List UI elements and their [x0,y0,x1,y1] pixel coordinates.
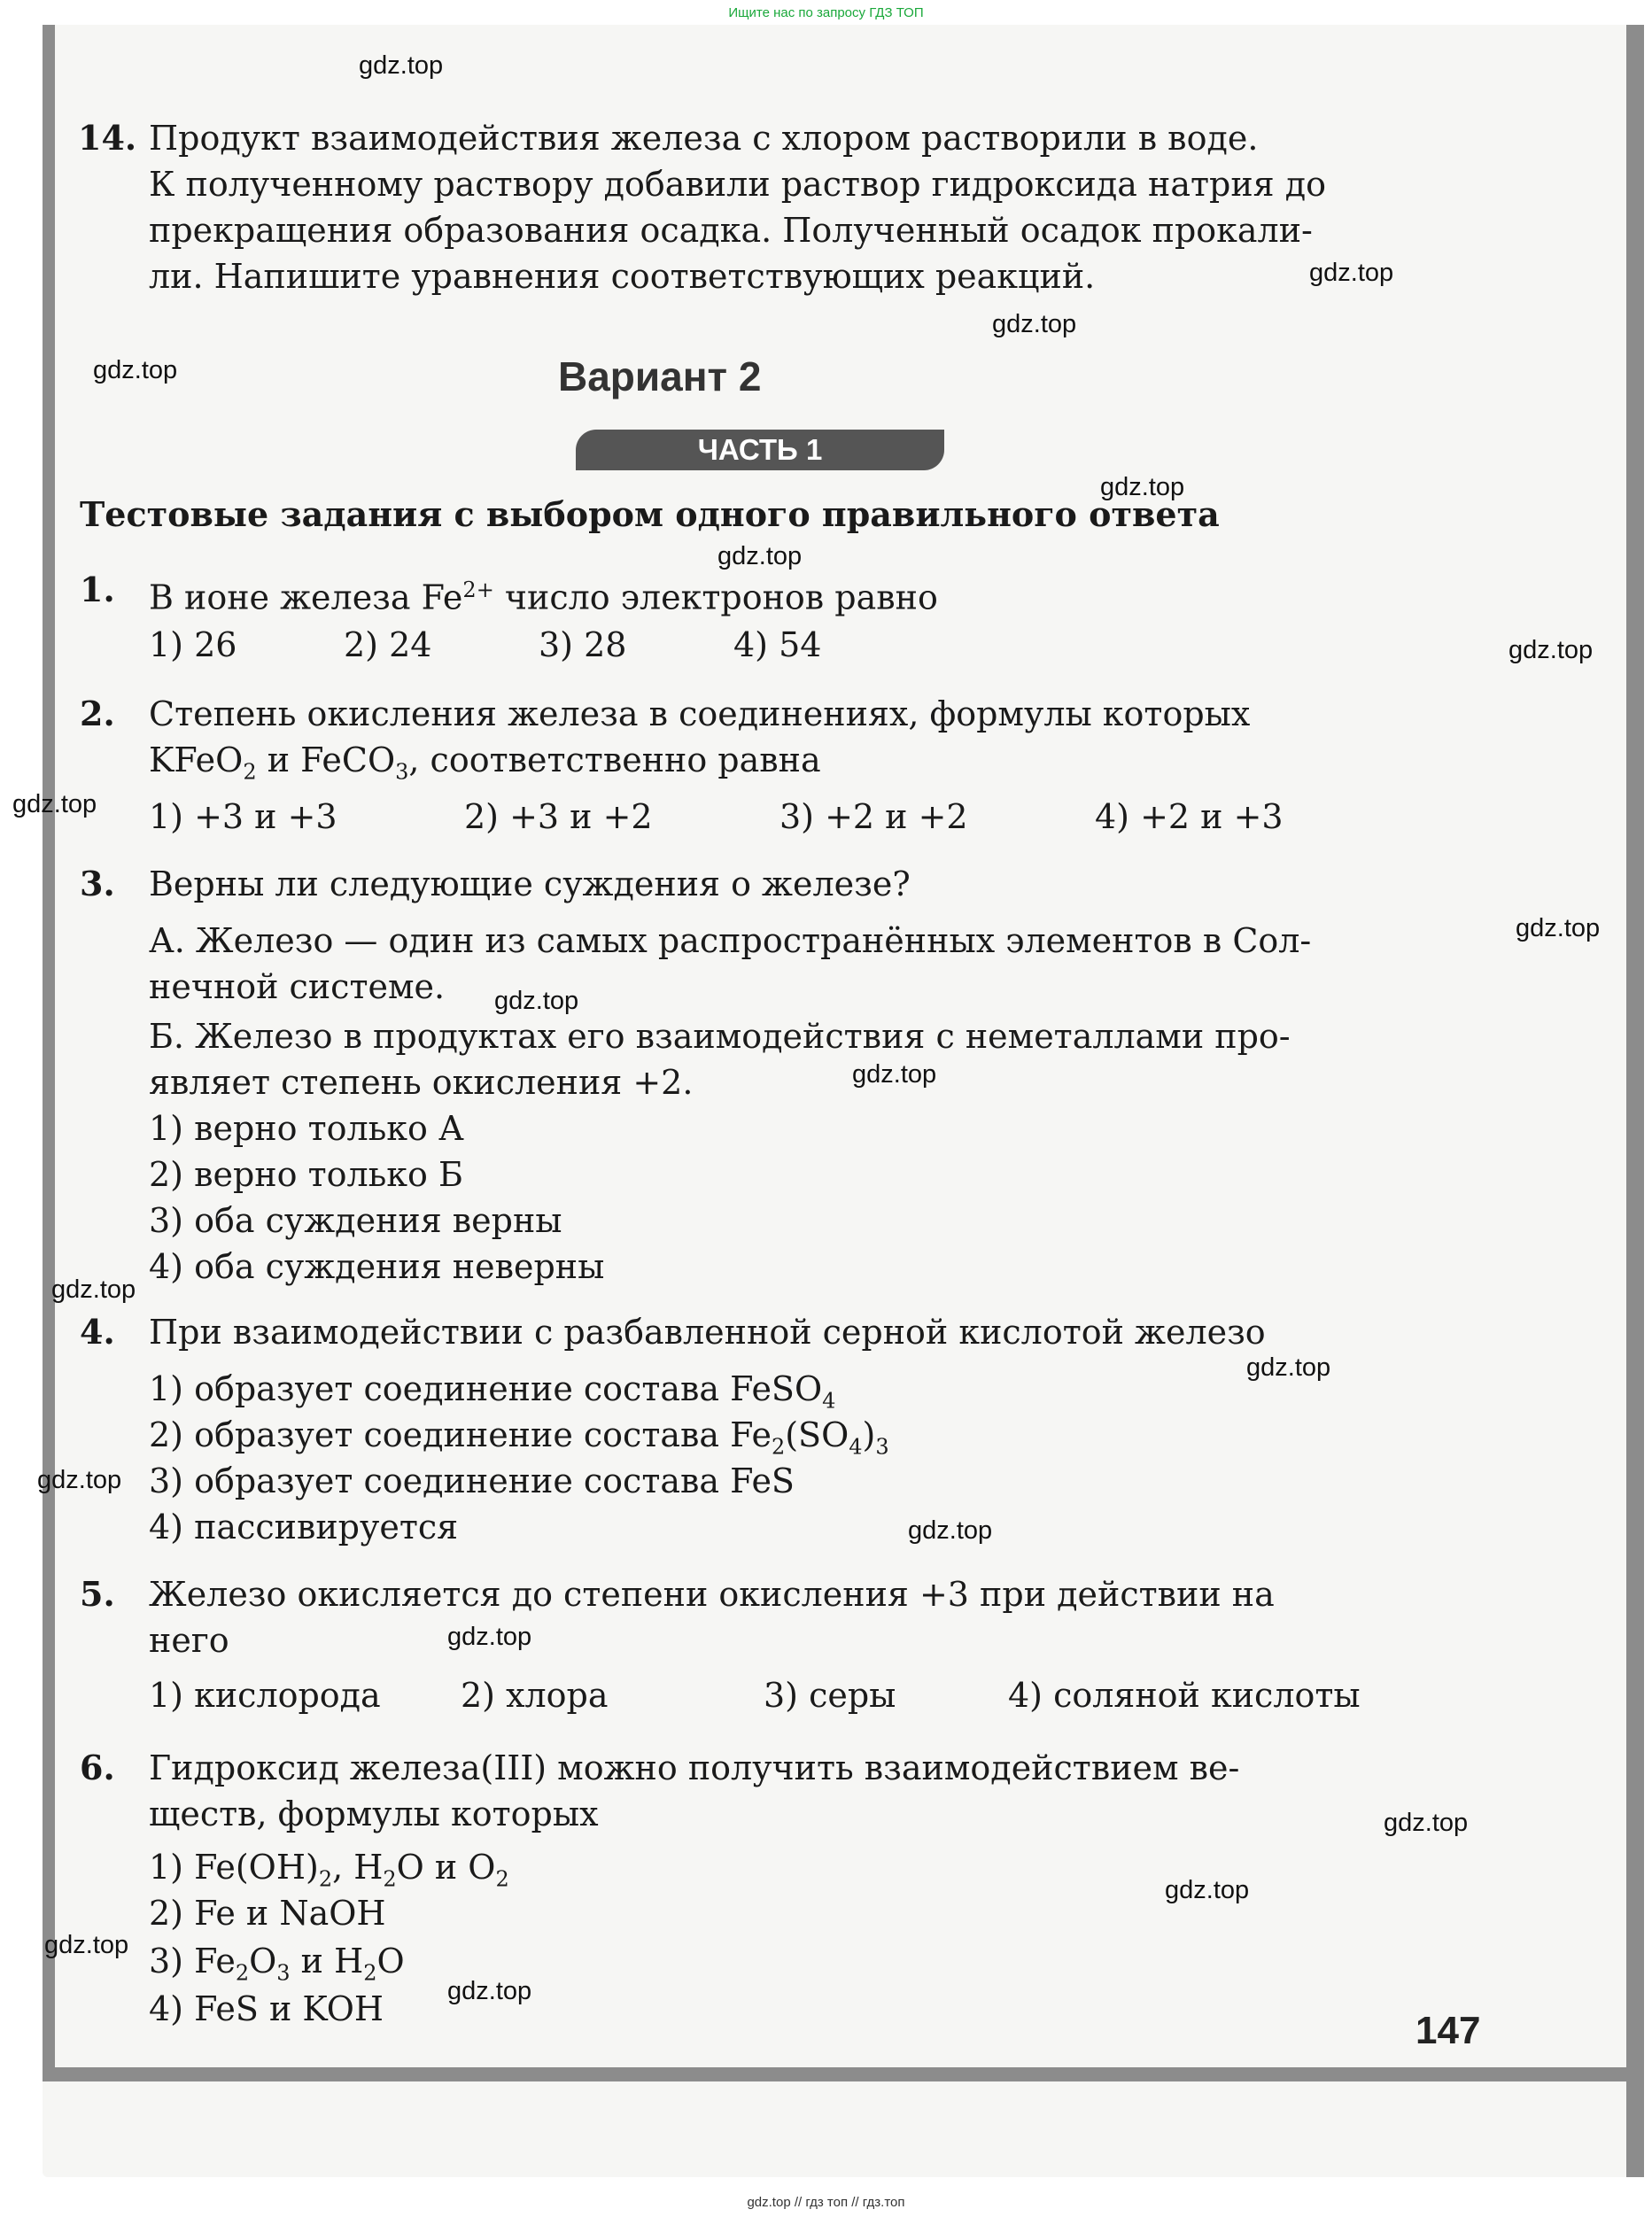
answer-option: 3) +2 и +2 [779,797,968,836]
answer-option: 1) верно только А [149,1109,464,1148]
question-number: 1. [80,570,115,609]
watermark: gdz.top [359,51,444,80]
question-text: него [149,1621,229,1660]
answer-option: 2) образует соединение состава $Fe_2(SO_4)_3$ [149,1415,889,1460]
statement-b: Б. Железо в продуктах его взаимодействия с неметаллами про- [149,1017,1291,1056]
part-badge: ЧАСТЬ 1 [576,430,944,470]
watermark: gdz.top [12,790,97,818]
answer-option: 3) оба суждения верны [149,1201,562,1240]
footer-link[interactable]: gdz.top // гдз топ // гдз.топ [747,2195,905,2210]
answer-option: 1) +3 и +3 [149,797,337,836]
watermark: gdz.top [51,1275,136,1304]
question-number: 4. [80,1312,115,1352]
watermark: gdz.top [93,356,178,384]
watermark: gdz.top [1165,1876,1250,1904]
answer-option: 2) верно только Б [149,1155,463,1194]
watermark: gdz.top [852,1060,937,1089]
question-text: Железо окисляется до степени окисления +3 при действии на [149,1575,1275,1614]
header-link[interactable]: Ищите нас по запросу ГДЗ ТОП [728,5,924,20]
page-number: 147 [1415,2009,1481,2052]
variant-title: Вариант 2 [558,353,762,399]
question-number: 14. [78,118,137,158]
question-text: ли. Напишите уравнения соответствующих реакций. [149,257,1096,296]
section-title: Тестовые задания с выбором одного правильного ответа [80,494,1220,534]
watermark: gdz.top [494,987,579,1015]
question-number: 6. [80,1748,115,1787]
question-text: ществ, формулы которых [149,1795,599,1833]
question-text: К полученному раствору добавили раствор гидроксида натрия до [149,165,1326,204]
watermark: gdz.top [37,1466,122,1494]
statement-b: являет степень окисления +2. [149,1063,694,1102]
answer-option: 4) +2 и +3 [1095,797,1284,836]
answer-option: 4) 54 [733,625,822,664]
question-text: Продукт взаимодействия железа с хлором растворили в воде. [149,119,1259,158]
answer-option: 4) соляной кислоты [1008,1676,1361,1715]
answer-option: 3) серы [764,1676,896,1715]
watermark: gdz.top [1246,1353,1331,1382]
watermark: gdz.top [447,1977,532,2005]
answer-option: 4) FeS и KOH [149,1989,384,2028]
answer-option: 1) $Fe(OH)_2$, $H_2O$ и $O_2$ [149,1848,509,1892]
answer-option: 4) оба суждения неверны [149,1247,605,1286]
answer-option: 1) 26 [149,625,237,664]
watermark: gdz.top [1516,914,1601,942]
answer-option: 3) образует соединение состава FeS [149,1461,795,1500]
question-text: KFeO$_2$ и FeCO$_3$, соответственно равна [149,740,821,785]
watermark: gdz.top [447,1623,532,1651]
watermark: gdz.top [717,542,803,570]
answer-option: 2) 24 [344,625,432,664]
question-text: Степень окисления железа в соединениях, формулы которых [149,694,1251,733]
watermark: gdz.top [1100,473,1185,501]
watermark: gdz.top [1384,1809,1469,1837]
question-text: При взаимодействии с разбавленной серной кислотой железо [149,1313,1266,1352]
page-edge [1626,25,1644,2177]
question-text: Верны ли следующие суждения о железе? [149,864,911,903]
question-number: 3. [80,864,115,903]
question-text: прекращения образования осадка. Полученный осадок прокали- [149,211,1313,250]
question-number: 2. [80,694,115,733]
answer-option: 3) $Fe_2O_3$ и $H_2O$ [149,1942,405,1986]
answer-option: 1) образует соединение состава FeSO$_4$ [149,1369,836,1414]
answer-option: 3) 28 [539,625,627,664]
question-text: В ионе железа $Fe^{2+}$ число электронов равно [149,578,938,617]
answer-option: 1) кислорода [149,1676,381,1715]
question-text: Гидроксид железа(III) можно получить взаимодействием ве- [149,1748,1240,1787]
answer-option: 2) хлора [461,1676,609,1715]
statement-a: А. Железо — один из самых распространённых элементов в Сол- [149,921,1312,960]
answer-option: 4) пассивируется [149,1508,459,1546]
watermark: gdz.top [1309,259,1394,287]
watermark: gdz.top [1509,636,1594,664]
answer-option: 2) Fe и NaOH [149,1894,386,1933]
statement-a: нечной системе. [149,967,446,1006]
watermark: gdz.top [44,1931,129,1959]
watermark: gdz.top [992,310,1077,338]
question-number: 5. [80,1574,115,1614]
watermark: gdz.top [908,1516,993,1545]
answer-option: 2) +3 и +2 [464,797,653,836]
